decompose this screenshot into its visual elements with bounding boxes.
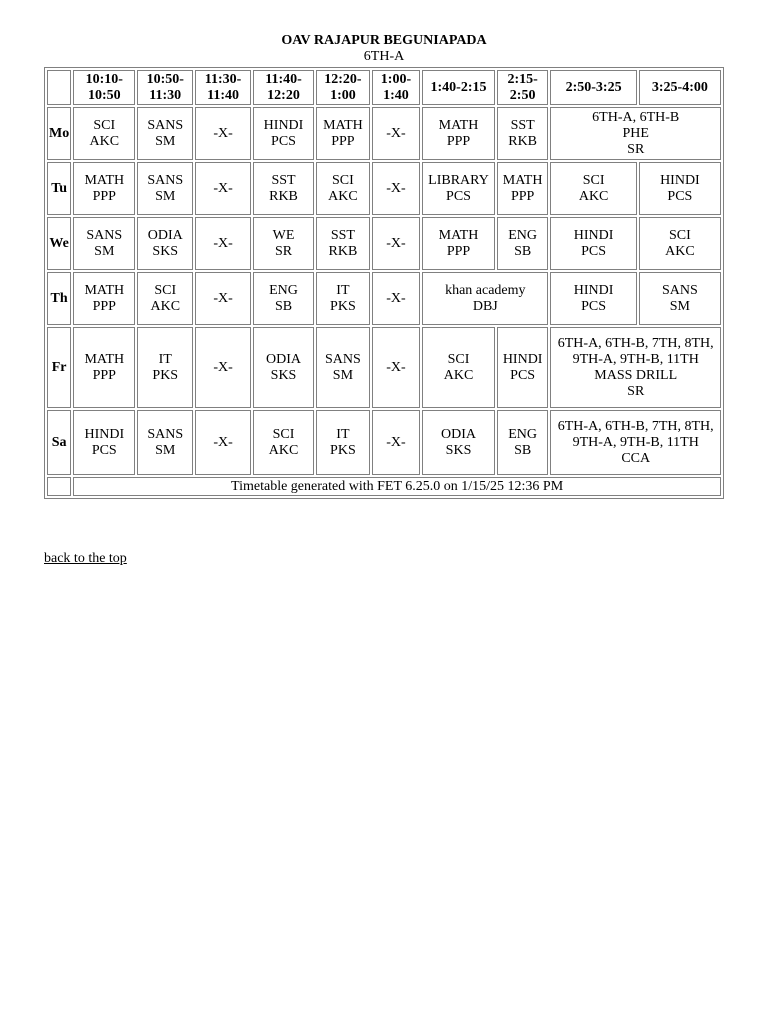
timetable-cell (422, 272, 548, 325)
subject-label: SANS (147, 172, 184, 188)
teacher-label: AKC (328, 188, 358, 204)
subject-label: -X- (386, 180, 406, 196)
day-label: Fr (47, 327, 71, 408)
timetable-cell (137, 327, 193, 408)
timetable-cell (316, 107, 370, 160)
footer-row (47, 477, 721, 496)
teacher-label: SR (627, 141, 645, 157)
subject-label: 6TH-A, 6TH-B, 7TH, 8TH, 9TH-A, 9TH-B, 11TH (557, 335, 714, 367)
timetable-cell (316, 272, 370, 325)
timetable-cell (73, 272, 135, 325)
time-slot-header: 3:25-4:00 (639, 70, 721, 105)
timetable-cell (497, 327, 549, 408)
time-slot-header: 12:20-1:00 (316, 70, 370, 105)
teacher-label: SB (514, 243, 532, 259)
timetable-cell (422, 327, 495, 408)
timetable-cell (497, 162, 549, 215)
timetable-cell (316, 410, 370, 475)
subject-label: SCI (93, 117, 116, 133)
teacher-label: SM (155, 188, 176, 204)
time-slot-header: 10:10-10:50 (73, 70, 135, 105)
timetable-cell (316, 327, 370, 408)
teacher-label: PPP (92, 188, 116, 204)
timetable-cell (73, 217, 135, 270)
subject-label: IT (336, 426, 350, 442)
timetable-cell (497, 410, 549, 475)
teacher-label: AKC (268, 442, 299, 458)
teacher-label: RKB (328, 243, 358, 259)
timetable-cell (372, 217, 420, 270)
teacher-label: SB (274, 298, 293, 314)
timetable-cell (253, 217, 314, 270)
teacher-label: PCS (667, 188, 693, 204)
timetable-cell (372, 272, 420, 325)
timetable-cell (137, 162, 193, 215)
subject-label: 6TH-A, 6TH-B, 7TH, 8TH, 9TH-A, 9TH-B, 11TH (557, 418, 714, 450)
time-slot-header: 10:50-11:30 (137, 70, 193, 105)
timetable-cell (253, 107, 314, 160)
subject-label: SANS (86, 227, 123, 243)
teacher-label: CCA (621, 450, 651, 466)
subject-label: SCI (582, 172, 605, 188)
timetable-cell (137, 107, 193, 160)
timetable-cell (316, 217, 370, 270)
timetable-cell (550, 272, 636, 325)
subject-label: HINDI (660, 172, 700, 188)
timetable-cell (372, 162, 420, 215)
subject-label: SCI (272, 426, 295, 442)
subject-label: SANS (325, 351, 361, 367)
teacher-label: PCS (581, 243, 607, 259)
teacher-label: SR (274, 243, 293, 259)
subject-label: SCI (668, 227, 691, 243)
timetable-cell (422, 410, 495, 475)
subject-label: ENG (508, 426, 538, 442)
subject-label: MATH (84, 351, 125, 367)
time-slot-header: 11:40-12:20 (253, 70, 314, 105)
school-title: OAV RAJAPUR BEGUNIAPADA (281, 33, 487, 48)
subject-label: ENG (508, 227, 538, 243)
teacher-label: SKS (270, 367, 297, 383)
teacher-label: PPP (92, 367, 116, 383)
timetable-cell (253, 272, 314, 325)
subject-label: ENG (269, 282, 298, 298)
day-row (47, 327, 721, 408)
time-slot-header: 2:15-2:50 (497, 70, 549, 105)
footer-note: Timetable generated with FET 6.25.0 on 1/15/25 12:36 PM (73, 477, 721, 496)
subject-label: ODIA (441, 426, 477, 442)
teacher-label: PPP (510, 188, 535, 204)
teacher-label: AKC (443, 367, 474, 383)
subject-label: LIBRARY (428, 172, 489, 188)
timetable-cell (372, 327, 420, 408)
timetable-cell (195, 107, 251, 160)
day-row (47, 410, 721, 475)
timetable-cell (550, 410, 721, 475)
timetable-cell (550, 217, 636, 270)
timetable-cell (195, 327, 251, 408)
subject-label: -X- (213, 290, 233, 306)
timetable-cell (639, 272, 721, 325)
teacher-label: PKS (152, 367, 179, 383)
subject-label: ODIA (266, 351, 301, 367)
subject-label: SANS (661, 282, 698, 298)
subject-label: MATH (502, 172, 543, 188)
timetable-cell (253, 410, 314, 475)
teacher-label: SM (332, 367, 354, 383)
teacher-label: PCS (581, 298, 607, 314)
subject-label: HINDI (573, 282, 614, 298)
subject-label: khan academy (445, 282, 526, 298)
teacher-label: PCS (271, 133, 296, 149)
subject-label: MATH (438, 117, 479, 133)
timetable-cell (137, 217, 193, 270)
timetable-cell (253, 327, 314, 408)
footer-empty-cell (47, 477, 71, 496)
subject-label: -X- (213, 180, 233, 196)
subject-label: SST (330, 227, 355, 243)
timetable-cell (372, 410, 420, 475)
teacher-label: MASS DRILL (594, 367, 678, 383)
teacher-label: PPP (446, 133, 471, 149)
timetable-cell (550, 107, 721, 160)
corner-cell (47, 70, 71, 105)
timetable-cell (73, 162, 135, 215)
day-label: Tu (47, 162, 71, 215)
subject-label: HINDI (573, 227, 614, 243)
table-caption (44, 33, 724, 65)
subject-label: SST (510, 117, 535, 133)
subject-label: MATH (438, 227, 479, 243)
subject-label: IT (336, 282, 350, 298)
timetable-cell (550, 327, 721, 408)
header-row (47, 70, 721, 105)
subject-label: MATH (84, 282, 125, 298)
day-label: Sa (47, 410, 71, 475)
subject-label: -X- (386, 290, 406, 306)
timetable-cell (422, 107, 495, 160)
timetable-cell (253, 162, 314, 215)
timetable (44, 67, 724, 499)
subject-label: -X- (213, 434, 233, 450)
timetable-cell (195, 410, 251, 475)
teacher-label: SM (94, 243, 115, 259)
teacher-label: PKS (330, 298, 356, 314)
teacher-label: SB (514, 442, 532, 458)
subject-label: SST (271, 172, 296, 188)
teacher-label: AKC (665, 243, 695, 259)
teacher-label: SM (155, 442, 176, 458)
day-label: Mo (47, 107, 71, 160)
timetable-cell (195, 272, 251, 325)
timetable-cell (73, 107, 135, 160)
subject-label: MATH (84, 172, 125, 188)
teacher-label: PPP (331, 133, 355, 149)
day-row (47, 162, 721, 215)
timetable-cell (137, 410, 193, 475)
subject-label: WE (272, 227, 295, 243)
timetable-cell (422, 162, 495, 215)
back-to-top-link[interactable]: back to the top (44, 551, 127, 566)
subject-label: IT (158, 351, 172, 367)
timetable-cell (316, 162, 370, 215)
teacher-label: PHE (622, 125, 649, 141)
day-row (47, 107, 721, 160)
teacher-label: RKB (508, 133, 538, 149)
subject-label: SCI (154, 282, 177, 298)
teacher-label: PCS (91, 442, 117, 458)
day-row (47, 272, 721, 325)
time-slot-header: 1:40-2:15 (422, 70, 495, 105)
subject-label: -X- (386, 235, 406, 251)
teacher-label: AKC (150, 298, 181, 314)
teacher-label: SR (627, 383, 645, 399)
timetable-cell (497, 217, 549, 270)
class-subtitle: 6TH-A (363, 49, 405, 64)
subject-label: -X- (213, 235, 233, 251)
teacher-label: DBJ (472, 298, 498, 314)
time-slot-header: 2:50-3:25 (550, 70, 636, 105)
subject-label: 6TH-A, 6TH-B (592, 109, 680, 125)
teacher-label: PKS (330, 442, 356, 458)
teacher-label: SM (669, 298, 690, 314)
subject-label: HINDI (84, 426, 125, 442)
subject-label: HINDI (263, 117, 304, 133)
timetable-cell (639, 217, 721, 270)
teacher-label: SKS (445, 442, 472, 458)
timetable-cell (73, 410, 135, 475)
teacher-label: SM (155, 133, 176, 149)
subject-label: -X- (386, 359, 406, 375)
subject-label: HINDI (502, 351, 543, 367)
timetable-cell (372, 107, 420, 160)
subject-label: SANS (147, 426, 184, 442)
timetable-cell (497, 107, 549, 160)
teacher-label: AKC (578, 188, 609, 204)
teacher-label: PPP (446, 243, 471, 259)
subject-label: MATH (323, 117, 363, 133)
time-slot-header: 11:30-11:40 (195, 70, 251, 105)
timetable-cell (422, 217, 495, 270)
subject-label: -X- (386, 434, 406, 450)
time-slot-header: 1:00-1:40 (372, 70, 420, 105)
teacher-label: SKS (152, 243, 179, 259)
subject-label: ODIA (147, 227, 183, 243)
teacher-label: PCS (510, 367, 536, 383)
day-label: We (47, 217, 71, 270)
timetable-cell (195, 217, 251, 270)
timetable-cell (137, 272, 193, 325)
subject-label: -X- (386, 125, 406, 141)
subject-label: SCI (447, 351, 470, 367)
timetable-cell (73, 327, 135, 408)
day-label: Th (47, 272, 71, 325)
timetable-cell (639, 162, 721, 215)
teacher-label: PPP (92, 298, 116, 314)
subject-label: SANS (147, 117, 184, 133)
subject-label: SCI (332, 172, 354, 188)
teacher-label: RKB (269, 188, 298, 204)
subject-label: -X- (213, 359, 233, 375)
day-row (47, 217, 721, 270)
timetable-cell (195, 162, 251, 215)
timetable-cell (550, 162, 636, 215)
teacher-label: AKC (89, 133, 120, 149)
teacher-label: PCS (446, 188, 471, 204)
subject-label: -X- (213, 125, 233, 141)
